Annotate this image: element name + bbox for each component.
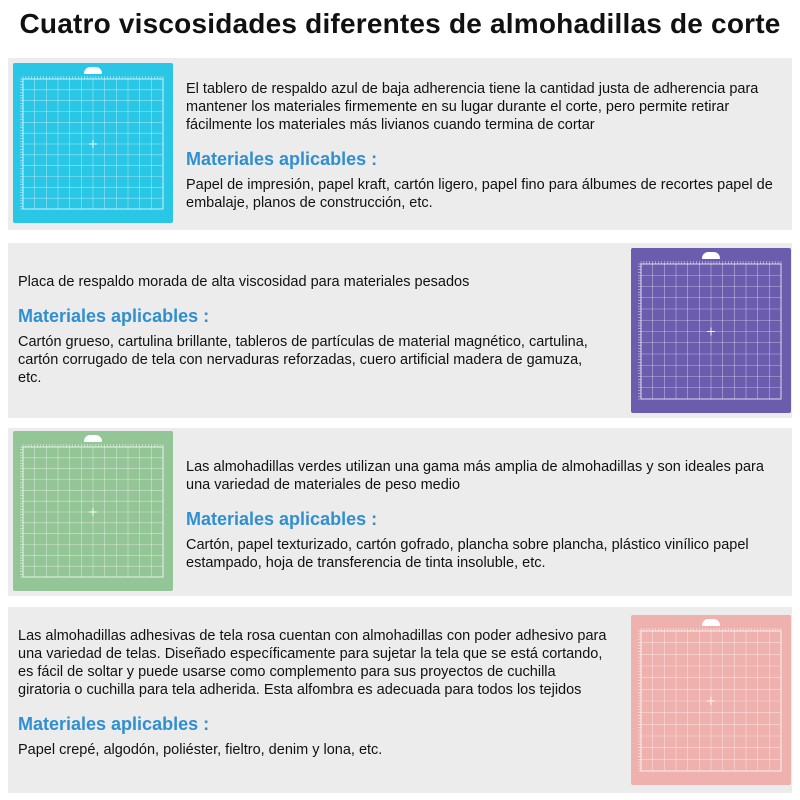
green-cutting-mat-image xyxy=(13,431,173,591)
blue-cutting-mat-image xyxy=(13,63,173,223)
section-materials: Cartón, papel texturizado, cartón gofrado, plancha sobre plancha, plástico vinílico papel estampado, hoja de transferencia de tinta insoluble, etc. xyxy=(186,537,749,571)
section-pink-mat xyxy=(8,607,792,793)
section-text xyxy=(186,458,776,572)
purple-cutting-mat-image xyxy=(631,248,791,413)
mat-logo-icon xyxy=(702,619,720,626)
page-title: Cuatro viscosidades diferentes de almohadillas de corte xyxy=(19,8,781,39)
section-heading: Materiales aplicables : xyxy=(18,714,210,734)
section-materials: Papel de impresión, papel kraft, cartón ligero, papel fino para álbumes de recortes papel de embalaje, planos de construcción, etc. xyxy=(186,177,773,211)
section-description: Placa de respaldo morada de alta viscosidad para materiales pesados xyxy=(18,274,470,290)
section-text xyxy=(186,80,776,212)
section-text xyxy=(18,627,608,759)
pink-cutting-mat-image xyxy=(631,615,791,785)
mat-logo-icon xyxy=(702,252,720,259)
section-heading: Materiales aplicables : xyxy=(18,306,210,326)
section-text xyxy=(18,273,598,387)
section-description: El tablero de respaldo azul de baja adherencia tiene la cantidad justa de adherencia para mantener los materiales firmemente en su lugar durante el corte, pero permite retirar fácilmente los materiales más livianos cuando termina de cortar xyxy=(186,81,759,133)
mat-logo-icon xyxy=(84,435,102,442)
section-purple-mat xyxy=(8,243,792,418)
section-materials: Papel crepé, algodón, poliéster, fieltro, denim y lona, etc. xyxy=(18,742,383,758)
section-materials: Cartón grueso, cartulina brillante, tableros de partículas de material magnético, cartulina, cartón corrugado de tela con nervaduras reforzadas, cuero artificial madera de gamuza, etc. xyxy=(18,334,588,386)
section-heading: Materiales aplicables : xyxy=(186,509,378,529)
section-green-mat xyxy=(8,428,792,596)
mat-logo-icon xyxy=(84,67,102,74)
section-description: Las almohadillas adhesivas de tela rosa cuentan con almohadillas con poder adhesivo para una variedad de telas. Diseñado específicamente para sujetar la tela que se está cortando, es fácil de soltar y puede usarse como complemento para sus proyectos de cuchilla giratoria o cuchilla para tela adherida. Esta alfombra es adecuada para todos los tejidos xyxy=(18,628,607,698)
section-description: Las almohadillas verdes utilizan una gama más amplia de almohadillas y son ideales para una variedad de materiales de peso medio xyxy=(186,459,764,493)
section-heading: Materiales aplicables : xyxy=(186,149,378,169)
section-blue-mat xyxy=(8,58,792,230)
